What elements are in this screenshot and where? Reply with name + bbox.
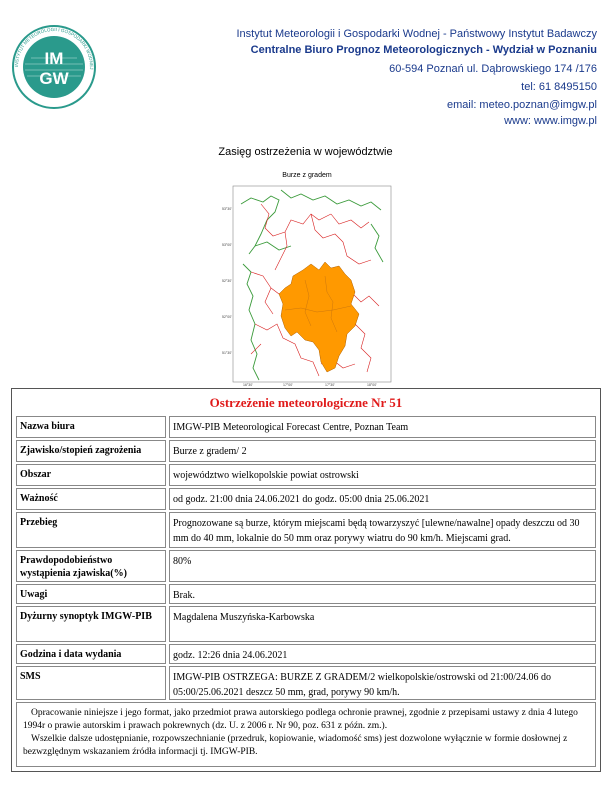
lat-label: 53°00' [222, 243, 232, 247]
row-label: Prawdopodobieństwo wystąpienia zjawiska(%) [16, 550, 166, 582]
row-value: godz. 12:26 dnia 24.06.2021 [169, 644, 596, 664]
www-link[interactable]: www: www.imgw.pl [504, 115, 597, 127]
table-row [16, 606, 596, 642]
table-row [16, 512, 596, 548]
row-label: Nazwa biura [16, 416, 166, 438]
row-label: Zjawisko/stopień zagrożenia [16, 440, 166, 462]
table-row [16, 644, 596, 664]
phone: tel: 61 8495150 [521, 81, 597, 93]
row-value: IMGW-PIB Meteorological Forecast Centre, Poznan Team [169, 416, 596, 438]
lat-label: 52°00' [222, 315, 232, 319]
table-row [16, 666, 596, 700]
lon-label: 16°30' [243, 383, 253, 387]
row-value: województwo wielkopolskie powiat ostrowski [169, 464, 596, 486]
row-label: Dyżurny synoptyk IMGW-PIB [16, 606, 166, 642]
lat-label: 51°30' [222, 351, 232, 355]
email-link[interactable]: email: meteo.poznan@imgw.pl [447, 99, 597, 111]
table-row [16, 584, 596, 604]
bureau-name: Centralne Biuro Prognoz Meteorologicznych - Wydział w Poznaniu [250, 44, 597, 56]
lon-label: 17°00' [283, 383, 293, 387]
warning-title: Ostrzeżenie meteorologiczne Nr 51 [209, 395, 403, 410]
warning-map [221, 172, 393, 387]
logo-ring-text: INSTYTUT METEOROLOGII I GOSPODARKI WODNEJ [13, 26, 95, 70]
table-row [16, 440, 596, 462]
lon-label: 17°30' [325, 383, 335, 387]
lat-label: 52°30' [222, 279, 232, 283]
lon-label: 18°00' [367, 383, 377, 387]
table-row [16, 550, 596, 582]
table-row [16, 488, 596, 510]
row-value: 80% [169, 550, 596, 582]
row-value: od godz. 21:00 dnia 24.06.2021 do godz. 05:00 dnia 25.06.2021 [169, 488, 596, 510]
warning-table [11, 388, 601, 772]
svg-text:GW: GW [39, 69, 69, 88]
lat-label: 53°30' [222, 207, 232, 211]
map-title: Burze z gradem [282, 172, 332, 179]
address: 60-594 Poznań ul. Dąbrowskiego 174 /176 [389, 63, 597, 75]
copyright-notice [16, 702, 596, 767]
row-label: Godzina i data wydania [16, 644, 166, 664]
institute-name: Instytut Meteorologii i Gospodarki Wodnej - Państwowy Instytut Badawczy [236, 28, 597, 40]
row-label: Obszar [16, 464, 166, 486]
row-value: Magdalena Muszyńska-Karbowska [169, 606, 596, 642]
row-value: Prognozowane są burze, którym miejscami będą towarzyszyć [ulewne/nawalne] opady deszczu od 30 mm do 40 mm, lokalnie do 50 mm oraz porywy wiatru do 90 km/h. Miejscami grad. [169, 512, 596, 548]
row-label: Ważność [16, 488, 166, 510]
table-row [16, 416, 596, 438]
map-heading: Zasięg ostrzeżenia w województwie [218, 146, 393, 158]
imgw-logo [11, 24, 97, 110]
row-label: Uwagi [16, 584, 166, 604]
row-label: Przebieg [16, 512, 166, 548]
header-contact [236, 26, 597, 129]
row-label: SMS [16, 666, 166, 700]
copyright-paragraph: Opracowanie niniejsze i jego format, jako przedmiot prawa autorskiego podlega ochronie prawnej, zgodnie z przepisami ustawy z dnia 4 lutego 1994r o prawie autorskim i prawach pokrewnych (dz. U. z 2006 r. Nr 90, poz. 631 z późn. zm.). [23, 708, 578, 731]
row-value: Burze z gradem/ 2 [169, 440, 596, 462]
row-value: IMGW-PIB OSTRZEGA: BURZE Z GRADEM/2 wielkopolskie/ostrowski od 21:00/24.06 do 05:00/25.06.2021 deszcz 50 mm, grad, porywy 90 km/h. [169, 666, 596, 700]
svg-text:IM: IM [44, 49, 64, 68]
table-row [16, 464, 596, 486]
row-value: Brak. [169, 584, 596, 604]
distribution-paragraph: Wszelkie dalsze udostępnianie, rozpowszechnianie (przedruk, kopiowanie, wiadomość sms) jest dozwolone wyłącznie w formie dosłownej z bezwzględnym wskazaniem źródła informacji tj. IMGW-PIB. [23, 734, 568, 757]
